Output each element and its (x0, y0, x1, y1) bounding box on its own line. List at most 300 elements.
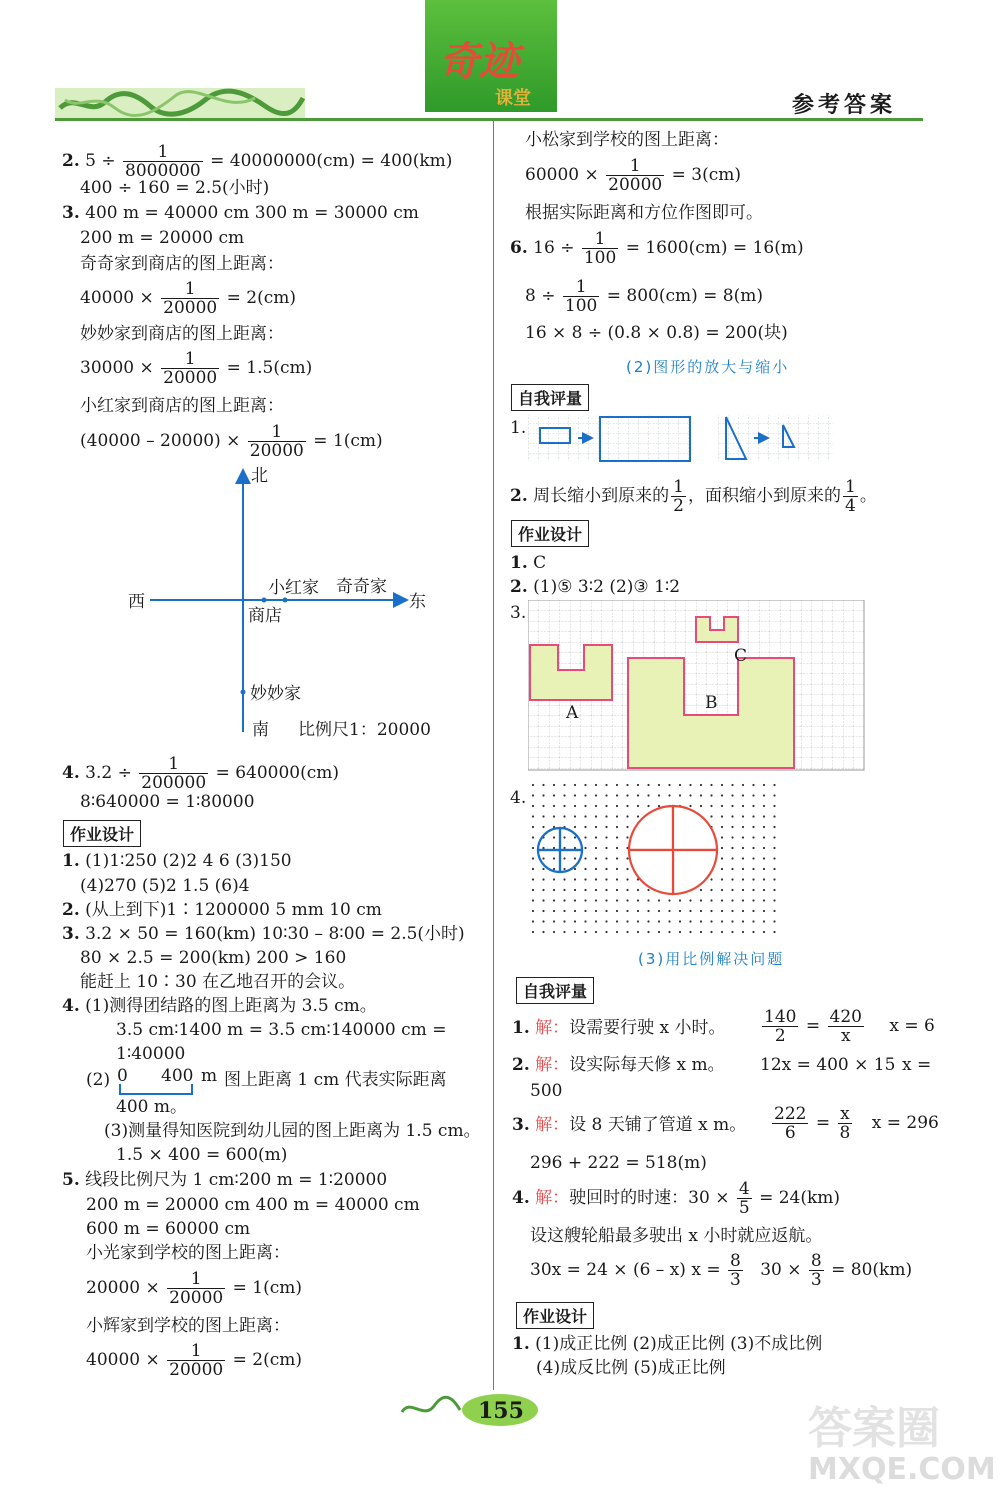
grid-dot (626, 868, 628, 870)
text: 12x = 400 × 15 (760, 1055, 896, 1075)
grid-dot (742, 899, 744, 901)
grid-dot (752, 868, 754, 870)
grid-dot (752, 815, 754, 817)
q-num: 2. (62, 151, 80, 171)
grid-dot (647, 910, 649, 912)
grid-dot (637, 815, 639, 817)
watermark-badge: 答案圈 (808, 1403, 940, 1454)
grid-dot (752, 784, 754, 786)
grid-dot (637, 889, 639, 891)
grid-dot (668, 931, 670, 933)
text: 3.5 cm∶1400 m = 3.5 cm∶140000 cm = (116, 1020, 447, 1040)
grid-dot (742, 920, 744, 922)
grid-dot (532, 784, 534, 786)
self-assessment-label-2: 自我评量 (516, 977, 594, 1004)
grid-dot (710, 878, 712, 880)
grid-dot (647, 889, 649, 891)
column-divider (493, 120, 494, 1390)
grid-dot (668, 910, 670, 912)
grid-dot (553, 836, 555, 838)
grid-dot (773, 899, 775, 901)
grid-dot (752, 794, 754, 796)
grid-dot (626, 931, 628, 933)
header-decoration-band (55, 88, 305, 118)
text: ，面积缩小到原来的 (687, 486, 841, 506)
grid-dot (595, 815, 597, 817)
header-logo (425, 0, 557, 112)
grid-dot (689, 805, 691, 807)
text: 16 × 8 ÷ (0.8 × 0.8) = 200(块) (525, 323, 788, 343)
grid-dot (605, 868, 607, 870)
q-num: 3. (62, 203, 80, 223)
grid-dot (637, 784, 639, 786)
grid-dot (773, 857, 775, 859)
q-num: 4. (62, 763, 80, 783)
grid-dot (605, 805, 607, 807)
grid-dot (700, 889, 702, 891)
grid-dot (721, 784, 723, 786)
grid-dot (700, 784, 702, 786)
grid-dot (700, 899, 702, 901)
grid-dot (532, 805, 534, 807)
text: 图上距离 1 cm 代表实际距离 (224, 1070, 447, 1090)
grid-dot (637, 931, 639, 933)
text: 40000 × (86, 1350, 160, 1370)
grid-dot (605, 836, 607, 838)
text: x = (902, 1055, 932, 1075)
grid-dot (710, 889, 712, 891)
grid-dot (721, 899, 723, 901)
grid-dot (637, 910, 639, 912)
grid-dot (668, 784, 670, 786)
grid-dot (752, 826, 754, 828)
grid-dot (752, 847, 754, 849)
grid-dot (553, 910, 555, 912)
grid-dot (574, 889, 576, 891)
grid-dot (721, 836, 723, 838)
grid-dot (553, 847, 555, 849)
grid-dot (584, 920, 586, 922)
text: 80 × 2.5 = 200(km) 200 > 160 (80, 948, 347, 968)
grid-dot (742, 889, 744, 891)
shop-label: 商店 (248, 606, 282, 626)
grid-dot (542, 899, 544, 901)
grid-dot (763, 931, 765, 933)
grid-dot (742, 826, 744, 828)
scale-bar-zero: 0 (117, 1066, 128, 1086)
grid-dot (731, 931, 733, 933)
grid-dot (721, 868, 723, 870)
text: 1∶40000 (116, 1044, 186, 1064)
text: 600 m = 60000 cm (86, 1219, 251, 1239)
text: 200 m = 20000 cm (80, 228, 245, 248)
grid-dot (679, 920, 681, 922)
fraction: $\frac{222}{6}$ (774, 1104, 807, 1143)
text: 根据实际距离和方位作图即可。 (525, 203, 763, 223)
text: 16 ÷ (533, 238, 575, 258)
grid-dot (721, 794, 723, 796)
text: (从上到下)1∶1200000 5 mm 10 cm (85, 900, 382, 920)
scaling-figures (528, 413, 838, 465)
grid-dot (647, 899, 649, 901)
text: 400 m = 40000 cm 300 m = 30000 cm (85, 203, 419, 223)
grid-dot (710, 910, 712, 912)
grid-dot (700, 920, 702, 922)
grid-dot (595, 868, 597, 870)
grid-dot (731, 836, 733, 838)
homework-label: 作业设计 (63, 820, 141, 847)
grid-dot (721, 847, 723, 849)
grid-dot (742, 794, 744, 796)
grid-dot (616, 868, 618, 870)
small-pinwheel (538, 828, 582, 872)
grid-dot (542, 847, 544, 849)
grid-dot (742, 847, 744, 849)
north-label: 北 (251, 466, 268, 486)
text: = 3(cm) (671, 165, 742, 185)
grid-dot (658, 899, 660, 901)
text: = 40000000(cm) = 400(km) (210, 151, 453, 171)
grid-dot (773, 878, 775, 880)
grid-dot (658, 920, 660, 922)
grid-dot (763, 794, 765, 796)
grid-dot (731, 784, 733, 786)
text: 设需要行驶 x 小时。 (569, 1018, 726, 1038)
text: 8 ÷ (525, 286, 556, 306)
grid-dot (721, 920, 723, 922)
grid-dot (731, 805, 733, 807)
grid-dot (721, 878, 723, 880)
grid-dot (731, 920, 733, 922)
grid-dot (773, 910, 775, 912)
grid-dot (542, 910, 544, 912)
text: 30x = 24 × (6 – x) x = (530, 1260, 721, 1280)
text: x = 6 (889, 1016, 935, 1036)
grid-dot (731, 794, 733, 796)
grid-dot (584, 899, 586, 901)
q-num: 1. (512, 1018, 530, 1038)
q-num: 3. (62, 924, 80, 944)
grid-dot (553, 931, 555, 933)
grid-dot (563, 805, 565, 807)
grid-dot (742, 784, 744, 786)
grid-dot (553, 868, 555, 870)
grid-dot (710, 784, 712, 786)
text: = 24(km) (759, 1188, 841, 1208)
text: = 1.5(cm) (226, 358, 313, 378)
text: (1)1∶250 (2)2 4 6 (3)150 (85, 851, 292, 871)
fraction: $\frac{1}{20000}$ (169, 1341, 224, 1380)
q-num: 1. (510, 418, 527, 438)
grid-dot (532, 889, 534, 891)
grid-dot (721, 889, 723, 891)
fraction: $\frac{1}{4}$ (844, 477, 856, 516)
text: 驶回时的时速：30 × (569, 1188, 730, 1208)
grid-dot (605, 899, 607, 901)
grid-dot (563, 899, 565, 901)
grid-dot (752, 878, 754, 880)
grid-dot (763, 815, 765, 817)
text: = 640000(cm) (215, 763, 340, 783)
grid-dot (626, 857, 628, 859)
grid-dot (679, 784, 681, 786)
south-label: 南 (252, 720, 269, 740)
text: 8∶640000 = 1∶80000 (80, 792, 255, 812)
grid-dot (731, 826, 733, 828)
text: 设这艘轮船最多驶出 x 小时就应返航。 (530, 1226, 823, 1246)
grid-dot (689, 784, 691, 786)
grid-dot (773, 815, 775, 817)
grid-dot (721, 826, 723, 828)
text: = (805, 1016, 821, 1036)
grid-dot (616, 847, 618, 849)
grid-dot (773, 868, 775, 870)
text: = 1(cm) (313, 431, 383, 451)
section-title-3: (3)用比例解决问题 (638, 950, 785, 968)
text: 20000 × (86, 1278, 160, 1298)
grid-dot (763, 784, 765, 786)
grid-dot (563, 920, 565, 922)
grid-dot (626, 899, 628, 901)
grid-dot (605, 847, 607, 849)
xiaohong-point (262, 598, 267, 603)
grid-dot (532, 878, 534, 880)
grid-dot (721, 857, 723, 859)
text: 500 (530, 1081, 563, 1101)
fraction: $\frac{1}{20000}$ (169, 1269, 224, 1308)
grid-dot (752, 910, 754, 912)
grid-dot (605, 931, 607, 933)
grid-dot (679, 931, 681, 933)
grid-dot (605, 878, 607, 880)
grid-dot (742, 836, 744, 838)
text: 妙妙家到商店的图上距离： (80, 324, 284, 344)
grid-dot (773, 920, 775, 922)
text: 400 ÷ 160 = 2.5(小时) (80, 178, 270, 198)
grid-dot (584, 805, 586, 807)
text: 30000 × (80, 358, 154, 378)
grid-dot (626, 920, 628, 922)
text: 能赶上 10∶30 在乙地召开的会议。 (80, 972, 356, 992)
grid-dot (532, 794, 534, 796)
grid-dot (574, 931, 576, 933)
logo-sub: 课堂 (495, 88, 531, 109)
grid-dot (595, 878, 597, 880)
grid-dot (553, 857, 555, 859)
fraction: $\frac{8}{3}$ (729, 1251, 741, 1290)
fraction: $\frac{1}{20000}$ (249, 422, 304, 461)
fraction: $\frac{1}{100}$ (583, 229, 617, 268)
text: = (815, 1113, 831, 1133)
grid-dot (752, 931, 754, 933)
text: (1)测得团结路的图上距离为 3.5 cm。 (85, 996, 377, 1016)
grid-dot (721, 815, 723, 817)
grid-dot (658, 931, 660, 933)
grid-dot (616, 857, 618, 859)
grid-dot (563, 857, 565, 859)
grid-dot (763, 878, 765, 880)
grid-dot (616, 784, 618, 786)
grid-dot (595, 857, 597, 859)
grid-dot (731, 857, 733, 859)
grid-dot (595, 784, 597, 786)
grid-dot (595, 836, 597, 838)
text: 小辉家到学校的图上距离： (86, 1316, 290, 1336)
text: (40000 – 20000) × (80, 431, 241, 451)
grid-dot (626, 805, 628, 807)
text: 3.2 × 50 = 160(km) 10∶30 – 8∶00 = 2.5(小时) (85, 924, 465, 944)
solve-label: 解： (535, 1188, 570, 1208)
grid-dot (763, 910, 765, 912)
grid-dot (542, 931, 544, 933)
grid-dot (689, 899, 691, 901)
grid-dot (616, 826, 618, 828)
shape-b-label: B (705, 693, 718, 713)
grid-dot (700, 805, 702, 807)
grid-dot (532, 836, 534, 838)
grid-dot (742, 910, 744, 912)
grid-dot (563, 931, 565, 933)
grid-dot (574, 805, 576, 807)
q-num: 1. (62, 851, 80, 871)
grid-dot (542, 878, 544, 880)
grid-dot (626, 836, 628, 838)
fraction: $\frac{1}{200000}$ (141, 754, 207, 793)
grid-dot (763, 889, 765, 891)
homework-label-2: 作业设计 (511, 520, 589, 547)
grid-dot (616, 920, 618, 922)
grid-dot (721, 805, 723, 807)
fraction: $\frac{1}{20000}$ (163, 349, 218, 388)
grid-dot (763, 826, 765, 828)
text: 5 ÷ (85, 151, 116, 171)
shape-a-label: A (566, 703, 579, 723)
grid-dot (532, 815, 534, 817)
grid-dot (584, 784, 586, 786)
grid-dot (542, 815, 544, 817)
grid-dot (542, 826, 544, 828)
grid-dot (542, 857, 544, 859)
grid-dot (584, 910, 586, 912)
grid-dot (616, 931, 618, 933)
grid-dot (679, 910, 681, 912)
text: 60000 × (525, 165, 599, 185)
grid-dot (742, 805, 744, 807)
grid-dot (574, 910, 576, 912)
solve-label: 解： (535, 1018, 570, 1038)
q-num: 6. (510, 238, 528, 258)
grid-dot (647, 794, 649, 796)
fraction: $\frac{140}{2}$ (764, 1007, 797, 1046)
grid-dot (532, 920, 534, 922)
scale-bar (118, 1082, 198, 1098)
grid-dot (700, 931, 702, 933)
grid-dot (689, 931, 691, 933)
scale-label: 比例尺1：20000 (298, 720, 431, 740)
grid-dot (574, 857, 576, 859)
grid-dot (679, 794, 681, 796)
grid-dot (542, 794, 544, 796)
grid-dot (584, 931, 586, 933)
q-num: 2. (510, 577, 528, 597)
grid-figures (528, 600, 868, 772)
grid-dot (637, 920, 639, 922)
grid-dot (605, 815, 607, 817)
text: (1)⑤ 3∶2 (2)③ 1∶2 (533, 577, 681, 597)
grid-dot (626, 784, 628, 786)
xiaohong-label: 小红家 (268, 578, 319, 598)
fraction: $\frac{1}{100}$ (564, 277, 598, 316)
grid-dot (553, 878, 555, 880)
grid-dot (773, 931, 775, 933)
grid-dot (773, 847, 775, 849)
scale-bar-unit: m (201, 1066, 218, 1086)
grid-dot (731, 899, 733, 901)
pinwheel-figures (525, 780, 785, 940)
fraction: $\frac{8}{3}$ (810, 1251, 822, 1290)
text: 1.5 × 400 = 600(m) (116, 1145, 288, 1165)
east-label: 东 (409, 592, 426, 612)
grid-dot (595, 794, 597, 796)
grid-dot (689, 920, 691, 922)
text: = 1(cm) (232, 1278, 303, 1298)
grid-dot (742, 857, 744, 859)
grid-dot (605, 920, 607, 922)
grid-dot (616, 878, 618, 880)
q-num: 4. (510, 788, 527, 808)
grid-dot (563, 836, 565, 838)
header-rule (55, 118, 923, 121)
grid-dot (647, 805, 649, 807)
text: 40000 × (80, 288, 154, 308)
grid-dot (584, 857, 586, 859)
text: (2) (86, 1070, 111, 1090)
text: x = 296 (871, 1113, 939, 1133)
q-num: 2. (510, 486, 528, 506)
grid-dot (542, 805, 544, 807)
grid-dot (616, 910, 618, 912)
grid-dot (574, 826, 576, 828)
q-num: 3. (512, 1115, 530, 1135)
grid-dot (574, 836, 576, 838)
text: 奇奇家到商店的图上距离： (80, 254, 284, 274)
grid-dot (689, 910, 691, 912)
grid-dot (553, 815, 555, 817)
grid-dot (752, 805, 754, 807)
grid-dot (563, 868, 565, 870)
grid-dot (658, 794, 660, 796)
grid-dot (637, 805, 639, 807)
text: 200 m = 20000 cm 400 m = 40000 cm (86, 1195, 420, 1215)
text: 设实际每天修 x m。 (569, 1055, 725, 1075)
text: 296 + 222 = 518(m) (530, 1153, 707, 1173)
grid-dot (574, 868, 576, 870)
grid-dot (574, 815, 576, 817)
grid-dot (710, 815, 712, 817)
text: 30 × (760, 1260, 802, 1280)
self-assessment-label: 自我评量 (511, 384, 589, 411)
text: (3)测量得知医院到幼儿园的图上距离为 1.5 cm。 (104, 1121, 481, 1141)
text: 400 m。 (116, 1097, 187, 1117)
grid-dot (595, 847, 597, 849)
grid-dot (563, 815, 565, 817)
grid-dot (542, 784, 544, 786)
grid-dot (773, 826, 775, 828)
grid-dot (584, 794, 586, 796)
grid-dot (532, 899, 534, 901)
grid-dot (710, 805, 712, 807)
text: 。 (859, 486, 877, 506)
